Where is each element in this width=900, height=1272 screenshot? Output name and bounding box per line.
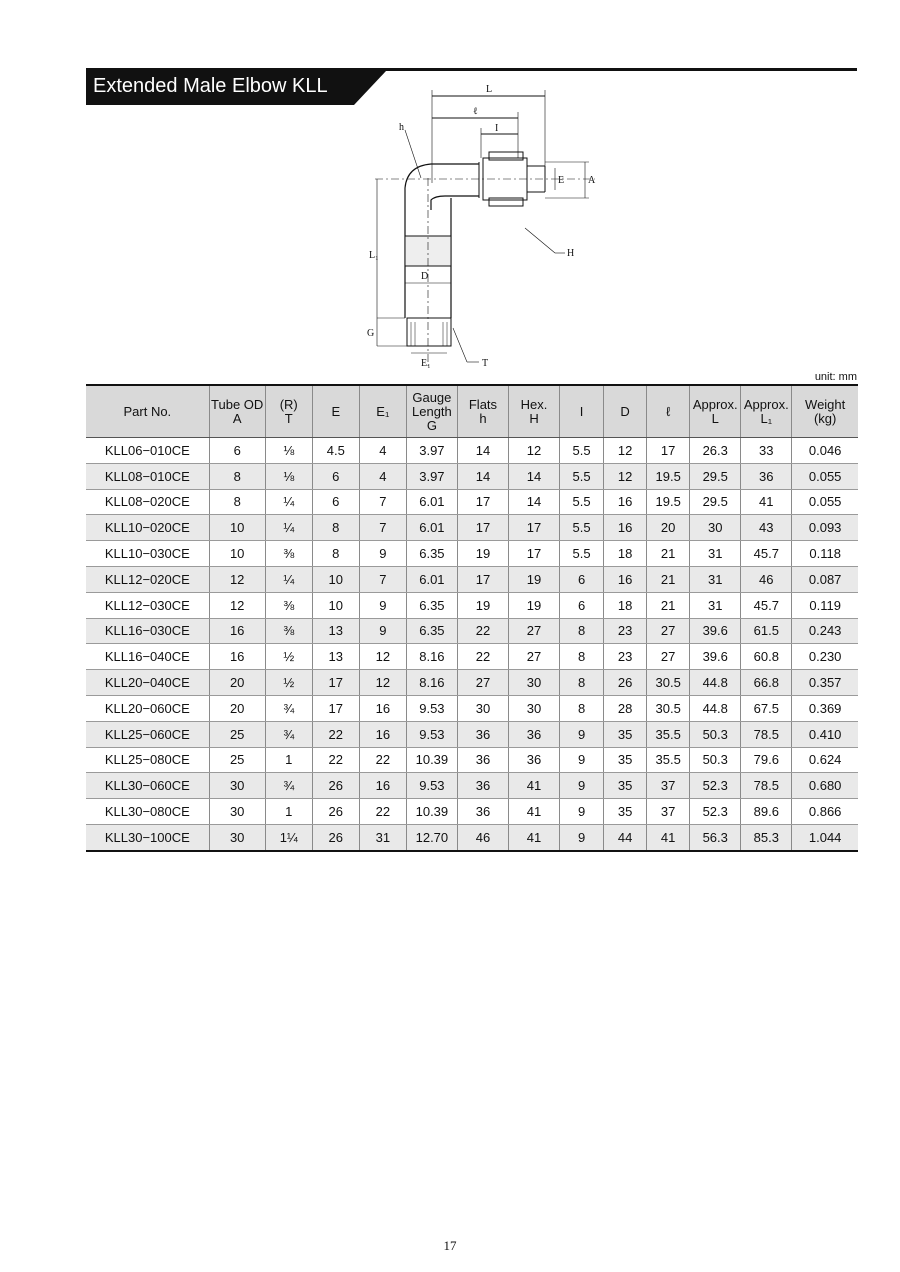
table-cell: 9	[560, 747, 604, 773]
table-cell: 41	[508, 824, 559, 850]
dim-label-A: A	[588, 175, 596, 186]
table-cell: 35	[604, 721, 647, 747]
table-cell: 9	[560, 773, 604, 799]
table-cell: 10	[209, 515, 265, 541]
table-cell: 22	[457, 618, 508, 644]
table-cell: 30.5	[647, 670, 690, 696]
table-cell: 35	[604, 773, 647, 799]
table-cell: 21	[647, 592, 690, 618]
table-cell: 3.97	[406, 438, 457, 464]
table-cell: 0.055	[792, 463, 858, 489]
table-cell: 0.866	[792, 799, 858, 825]
table-cell: 19	[508, 592, 559, 618]
table-cell: 4	[359, 463, 406, 489]
column-header-line: T	[284, 410, 293, 426]
table-cell: 0.680	[792, 773, 858, 799]
table-cell: 9.53	[406, 773, 457, 799]
table-cell: 16	[604, 566, 647, 592]
table-cell: ⅛	[265, 438, 312, 464]
part-number-cell: KLL25−080CE	[86, 747, 209, 773]
table-cell: 0.087	[792, 566, 858, 592]
table-cell: 20	[209, 670, 265, 696]
column-header	[86, 385, 209, 438]
table-cell: 36	[457, 747, 508, 773]
table-cell: 0.624	[792, 747, 858, 773]
table-cell: 78.5	[741, 721, 792, 747]
table-row	[86, 747, 858, 773]
part-number-cell: KLL12−020CE	[86, 566, 209, 592]
column-header	[690, 385, 741, 438]
table-cell: 12	[359, 670, 406, 696]
table-cell: 52.3	[690, 773, 741, 799]
table-cell: 5.5	[560, 541, 604, 567]
column-header-line: H	[529, 410, 539, 426]
table-cell: 43	[741, 515, 792, 541]
table-cell: 8	[560, 670, 604, 696]
table-cell: 56.3	[690, 824, 741, 850]
table-cell: 3.97	[406, 463, 457, 489]
table-cell: 27	[508, 644, 559, 670]
table-cell: 46	[741, 566, 792, 592]
table-cell: ¾	[265, 721, 312, 747]
table-cell: 10	[209, 541, 265, 567]
table-row	[86, 773, 858, 799]
column-header-line: Hex.	[520, 396, 548, 412]
table-cell: ⅜	[265, 592, 312, 618]
table-cell: 22	[312, 721, 359, 747]
table-cell: 10	[312, 566, 359, 592]
table-cell: 31	[690, 566, 741, 592]
table-cell: 30	[209, 799, 265, 825]
table-cell: 0.357	[792, 670, 858, 696]
table-cell: 26	[312, 799, 359, 825]
column-header-line: ℓ	[666, 403, 671, 419]
table-cell: 23	[604, 618, 647, 644]
table-cell: 30	[209, 773, 265, 799]
column-header	[359, 385, 406, 438]
table-cell: 52.3	[690, 799, 741, 825]
table-cell: 6.01	[406, 489, 457, 515]
table-row	[86, 515, 858, 541]
table-cell: 9.53	[406, 695, 457, 721]
table-row	[86, 592, 858, 618]
column-header	[792, 385, 858, 438]
table-cell: 41	[647, 824, 690, 850]
table-cell: 21	[647, 566, 690, 592]
table-cell: 36	[508, 747, 559, 773]
table-cell: 16	[604, 489, 647, 515]
table-cell: 12	[604, 463, 647, 489]
table-row	[86, 463, 858, 489]
table-cell: 16	[359, 773, 406, 799]
table-cell: 12	[359, 644, 406, 670]
table-row	[86, 670, 858, 696]
table-cell: 7	[359, 489, 406, 515]
table-cell: 13	[312, 618, 359, 644]
table-cell: 35.5	[647, 747, 690, 773]
table-cell: 18	[604, 541, 647, 567]
table-cell: 36	[741, 463, 792, 489]
table-cell: 30	[690, 515, 741, 541]
dim-label-L1: L₁	[369, 250, 379, 261]
table-cell: 16	[604, 515, 647, 541]
table-cell: 5.5	[560, 438, 604, 464]
table-cell: 27	[647, 644, 690, 670]
table-cell: 12	[604, 438, 647, 464]
table-cell: 8	[209, 463, 265, 489]
table-cell: 12	[209, 566, 265, 592]
column-header	[741, 385, 792, 438]
table-cell: 16	[209, 618, 265, 644]
table-cell: 8	[560, 618, 604, 644]
table-cell: 31	[690, 541, 741, 567]
table-cell: 29.5	[690, 489, 741, 515]
elbow-drawing	[355, 78, 605, 373]
page-number: 17	[443, 1238, 457, 1253]
part-number-cell: KLL25−060CE	[86, 721, 209, 747]
table-cell: 67.5	[741, 695, 792, 721]
table-cell: 61.5	[741, 618, 792, 644]
part-number-cell: KLL20−040CE	[86, 670, 209, 696]
table-cell: ¼	[265, 489, 312, 515]
table-cell: 27	[508, 618, 559, 644]
table-row	[86, 721, 858, 747]
column-header-line: Tube OD	[211, 396, 264, 412]
table-cell: 5.5	[560, 515, 604, 541]
table-row	[86, 618, 858, 644]
table-cell: 10.39	[406, 747, 457, 773]
table-cell: 4.5	[312, 438, 359, 464]
table-cell: 22	[312, 747, 359, 773]
table-cell: 9	[359, 541, 406, 567]
table-cell: 14	[508, 463, 559, 489]
table-cell: 9	[359, 592, 406, 618]
table-cell: 0.119	[792, 592, 858, 618]
table-cell: 35	[604, 799, 647, 825]
table-cell: 1¼	[265, 824, 312, 850]
table-cell: 17	[312, 695, 359, 721]
table-cell: 0.118	[792, 541, 858, 567]
table-cell: 17	[457, 515, 508, 541]
table-row	[86, 566, 858, 592]
dim-label-G: G	[367, 328, 375, 339]
table-cell: 8	[312, 541, 359, 567]
unit-label: unit: mm	[814, 371, 857, 383]
part-number-cell: KLL08−020CE	[86, 489, 209, 515]
table-cell: 0.055	[792, 489, 858, 515]
column-header	[406, 385, 457, 438]
column-header-line: Length	[412, 403, 452, 419]
table-cell: 17	[647, 438, 690, 464]
table-row	[86, 695, 858, 721]
table-cell: 17	[312, 670, 359, 696]
table-cell: 6.35	[406, 541, 457, 567]
table-cell: 33	[741, 438, 792, 464]
part-number-cell: KLL08−010CE	[86, 463, 209, 489]
table-cell: 1.044	[792, 824, 858, 850]
column-header-line: Flats	[468, 396, 498, 412]
column-header	[647, 385, 690, 438]
table-cell: 0.243	[792, 618, 858, 644]
table-cell: 22	[359, 747, 406, 773]
table-cell: 9	[359, 618, 406, 644]
table-cell: 19	[508, 566, 559, 592]
table-cell: ⅛	[265, 463, 312, 489]
section-title	[86, 71, 386, 105]
table-cell: 1	[265, 799, 312, 825]
column-header-line: Weight	[805, 396, 846, 412]
column-header-line: A	[232, 410, 242, 426]
table-cell: 0.230	[792, 644, 858, 670]
table-cell: 35.5	[647, 721, 690, 747]
table-cell: 18	[604, 592, 647, 618]
table-cell: 14	[457, 438, 508, 464]
table-cell: 22	[359, 799, 406, 825]
table-cell: 44.8	[690, 670, 741, 696]
table-cell: 19.5	[647, 489, 690, 515]
table-cell: 25	[209, 721, 265, 747]
table-cell: 0.093	[792, 515, 858, 541]
column-header	[508, 385, 559, 438]
table-cell: 6	[560, 566, 604, 592]
table-cell: 28	[604, 695, 647, 721]
table-cell: 29.5	[690, 463, 741, 489]
table-cell: 17	[508, 515, 559, 541]
table-cell: 17	[457, 566, 508, 592]
column-header	[457, 385, 508, 438]
table-cell: 85.3	[741, 824, 792, 850]
column-header-line: E₁	[376, 403, 390, 419]
table-cell: 37	[647, 799, 690, 825]
column-header-line: G	[426, 417, 437, 433]
dim-label-I: I	[495, 123, 499, 134]
table-cell: 36	[457, 799, 508, 825]
table-cell: 13	[312, 644, 359, 670]
column-header-line: E	[331, 403, 341, 419]
column-header-line: h	[479, 410, 487, 426]
table-cell: 8	[209, 489, 265, 515]
table-cell: 5.5	[560, 489, 604, 515]
column-header-line: D	[620, 403, 630, 419]
table-cell: 8	[560, 695, 604, 721]
table-cell: 21	[647, 541, 690, 567]
table-cell: 16	[359, 695, 406, 721]
table-cell: 31	[359, 824, 406, 850]
dim-label-E: E	[558, 175, 565, 186]
table-cell: 36	[457, 773, 508, 799]
table-cell: 6.01	[406, 566, 457, 592]
dim-label-D: D	[421, 271, 429, 282]
column-header-line: L	[711, 410, 719, 426]
column-header	[265, 385, 312, 438]
table-cell: 6	[312, 489, 359, 515]
table-row	[86, 824, 858, 850]
table-cell: 30	[508, 695, 559, 721]
table-cell: 12	[508, 438, 559, 464]
table-cell: 20	[209, 695, 265, 721]
table-cell: 1	[265, 747, 312, 773]
table-cell: 39.6	[690, 644, 741, 670]
table-cell: 30	[457, 695, 508, 721]
table-cell: ¼	[265, 515, 312, 541]
table-cell: 6.01	[406, 515, 457, 541]
table-cell: 5.5	[560, 463, 604, 489]
table-cell: 26	[604, 670, 647, 696]
column-header-line: Gauge	[412, 389, 452, 405]
table-cell: 41	[741, 489, 792, 515]
table-cell: 19.5	[647, 463, 690, 489]
table-cell: 17	[457, 489, 508, 515]
column-header-line: (R)	[279, 396, 298, 412]
table-cell: 9	[560, 799, 604, 825]
table-cell: 60.8	[741, 644, 792, 670]
column-header	[604, 385, 647, 438]
table-cell: 30	[209, 824, 265, 850]
table-cell: 9	[560, 824, 604, 850]
table-cell: 14	[508, 489, 559, 515]
column-header-line: (kg)	[813, 410, 837, 426]
table-cell: 19	[457, 592, 508, 618]
column-header	[209, 385, 265, 438]
part-number-cell: KLL16−030CE	[86, 618, 209, 644]
part-number-cell: KLL30−100CE	[86, 824, 209, 850]
table-cell: 44.8	[690, 695, 741, 721]
table-cell: 10.39	[406, 799, 457, 825]
table-row	[86, 438, 858, 464]
page-title: Extended Male Elbow KLL	[93, 75, 328, 97]
table-cell: 89.6	[741, 799, 792, 825]
table-cell: 14	[457, 463, 508, 489]
table-cell: 20	[647, 515, 690, 541]
dim-label-L: L	[486, 84, 493, 95]
table-cell: 50.3	[690, 721, 741, 747]
dim-label-H: H	[567, 248, 575, 259]
column-header-line: I	[579, 403, 584, 419]
table-cell: 45.7	[741, 592, 792, 618]
table-cell: 8	[560, 644, 604, 670]
table-cell: 4	[359, 438, 406, 464]
table-cell: 12.70	[406, 824, 457, 850]
table-cell: 35	[604, 747, 647, 773]
column-header-line: Approx.	[743, 396, 789, 412]
table-cell: 12	[209, 592, 265, 618]
part-number-cell: KLL20−060CE	[86, 695, 209, 721]
column-header	[560, 385, 604, 438]
part-number-cell: KLL12−030CE	[86, 592, 209, 618]
table-cell: 79.6	[741, 747, 792, 773]
table-cell: 78.5	[741, 773, 792, 799]
spec-table	[86, 384, 858, 852]
table-cell: 26	[312, 773, 359, 799]
table-cell: 0.046	[792, 438, 858, 464]
table-cell: ¼	[265, 566, 312, 592]
table-cell: 36	[508, 721, 559, 747]
table-cell: 8	[312, 515, 359, 541]
table-cell: 6	[209, 438, 265, 464]
column-header-line: Part No.	[123, 403, 172, 419]
part-number-cell: KLL16−040CE	[86, 644, 209, 670]
table-cell: 46	[457, 824, 508, 850]
table-row	[86, 541, 858, 567]
part-number-cell: KLL10−030CE	[86, 541, 209, 567]
table-cell: 31	[690, 592, 741, 618]
table-cell: ½	[265, 670, 312, 696]
table-cell: ½	[265, 644, 312, 670]
column-header	[312, 385, 359, 438]
table-cell: 17	[508, 541, 559, 567]
table-cell: ¾	[265, 773, 312, 799]
table-header-row	[86, 385, 858, 438]
table-cell: 16	[359, 721, 406, 747]
table-cell: 23	[604, 644, 647, 670]
dim-label-E1: E₁	[421, 358, 431, 369]
table-cell: 9.53	[406, 721, 457, 747]
table-cell: 7	[359, 515, 406, 541]
table-body	[86, 438, 858, 851]
table-cell: 25	[209, 747, 265, 773]
table-cell: 9	[560, 721, 604, 747]
part-number-cell: KLL06−010CE	[86, 438, 209, 464]
table-cell: 22	[457, 644, 508, 670]
table-cell: 0.410	[792, 721, 858, 747]
table-row	[86, 799, 858, 825]
table-cell: ¾	[265, 695, 312, 721]
part-number-cell: KLL30−060CE	[86, 773, 209, 799]
table-cell: 6	[312, 463, 359, 489]
table-cell: 44	[604, 824, 647, 850]
table-cell: 50.3	[690, 747, 741, 773]
part-number-cell: KLL30−080CE	[86, 799, 209, 825]
table-cell: 16	[209, 644, 265, 670]
table-cell: 41	[508, 799, 559, 825]
table-cell: 6	[560, 592, 604, 618]
table-cell: 30.5	[647, 695, 690, 721]
table-row	[86, 489, 858, 515]
table-cell: 66.8	[741, 670, 792, 696]
table-cell: 45.7	[741, 541, 792, 567]
table-cell: 41	[508, 773, 559, 799]
table-cell: 26	[312, 824, 359, 850]
table-cell: 6.35	[406, 592, 457, 618]
dim-label-l: ℓ	[473, 106, 478, 117]
table-cell: ⅜	[265, 541, 312, 567]
table-cell: 26.3	[690, 438, 741, 464]
table-cell: 27	[647, 618, 690, 644]
table-cell: 37	[647, 773, 690, 799]
table-row	[86, 644, 858, 670]
table-cell: 30	[508, 670, 559, 696]
table-cell: 8.16	[406, 670, 457, 696]
table-cell: 27	[457, 670, 508, 696]
table-cell: 36	[457, 721, 508, 747]
part-number-cell: KLL10−020CE	[86, 515, 209, 541]
table-cell: 8.16	[406, 644, 457, 670]
dim-label-h: h	[399, 122, 404, 133]
column-header-line: Approx.	[692, 396, 738, 412]
table-cell: 6.35	[406, 618, 457, 644]
table-cell: ⅜	[265, 618, 312, 644]
column-header-line: L₁	[760, 410, 773, 426]
table-cell: 0.369	[792, 695, 858, 721]
dim-label-T: T	[482, 358, 489, 369]
table-cell: 39.6	[690, 618, 741, 644]
table-cell: 7	[359, 566, 406, 592]
table-cell: 19	[457, 541, 508, 567]
table-cell: 10	[312, 592, 359, 618]
